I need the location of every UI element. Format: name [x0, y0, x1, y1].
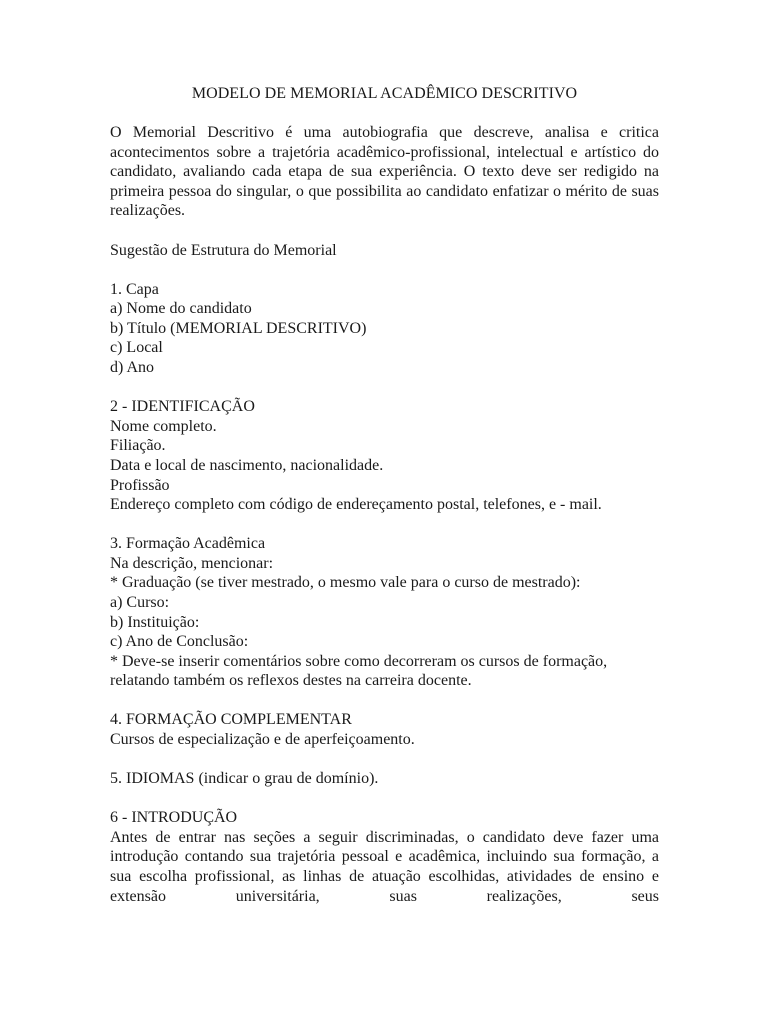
section-line: c) Local: [110, 339, 163, 357]
section-heading: 5. IDIOMAS (indicar o grau de domínio).: [110, 770, 379, 788]
section-heading: 4. FORMAÇÃO COMPLEMENTAR: [110, 711, 352, 729]
section-identificacao: [110, 397, 659, 515]
section-line: * Deve-se inserir comentários sobre como decorreram os cursos de formação, relatando também os reflexos destes na carreira docente.: [110, 652, 608, 690]
section-line: a) Curso:: [110, 593, 170, 611]
section-line: b) Instituição:: [110, 613, 200, 631]
structure-label: Sugestão de Estrutura do Memorial: [110, 241, 337, 259]
intro-paragraph: O Memorial Descritivo é uma autobiografia que descreve, analisa e critica acontecimentos sobre a trajetória acadêmico-profissional, intelectual e artístico do candidato, avaliando cada etapa de sua experiência. O texto deve ser redigido na primeira pessoa do singular, o que possibilita ao candidato enfatizar o mérito de suas realizações.: [110, 124, 659, 220]
section-line: b) Título (MEMORIAL DESCRITIVO): [110, 319, 367, 337]
section-line: Nome completo.: [110, 417, 217, 435]
section-line: a) Nome do candidato: [110, 300, 252, 318]
section-line: Filiação.: [110, 437, 166, 455]
section-heading: 1. Capa: [110, 280, 159, 298]
section-line: * Graduação (se tiver mestrado, o mesmo vale para o curso de mestrado):: [110, 574, 581, 592]
section-line: Endereço completo com código de endereçamento postal, telefones, e - mail.: [110, 496, 602, 514]
section-line: Data e local de nascimento, nacionalidade.: [110, 456, 384, 474]
section-heading: 2 - IDENTIFICAÇÃO: [110, 398, 255, 416]
section-line: c) Ano de Conclusão:: [110, 633, 249, 651]
section-formacao-academica: [110, 534, 659, 691]
section-formacao-complementar: [110, 710, 659, 749]
section-line: Cursos de especialização e de aperfeiçoamento.: [110, 731, 415, 749]
section-line: Na descrição, mencionar:: [110, 554, 274, 572]
document-title: MODELO DE MEMORIAL ACADÊMICO DESCRITIVO: [191, 85, 578, 102]
section-heading: 3. Formação Acadêmica: [110, 535, 266, 553]
section-line: Profissão: [110, 476, 170, 494]
section-paragraph: Antes de entrar nas seções a seguir discriminadas, o candidato deve fazer uma introdução contando sua trajetória pessoal e acadêmica, incluindo sua formação, a sua escolha profissional, as linhas de atuação escolhidas, atividades de ensino e extensão universitária, suas realizações, seus: [110, 828, 659, 905]
section-introducao: [110, 808, 659, 906]
section-idiomas: [110, 769, 659, 789]
document-page: [110, 84, 659, 906]
section-line: d) Ano: [110, 359, 154, 377]
section-capa: [110, 280, 659, 378]
section-heading: 6 - INTRODUÇÃO: [110, 809, 238, 827]
